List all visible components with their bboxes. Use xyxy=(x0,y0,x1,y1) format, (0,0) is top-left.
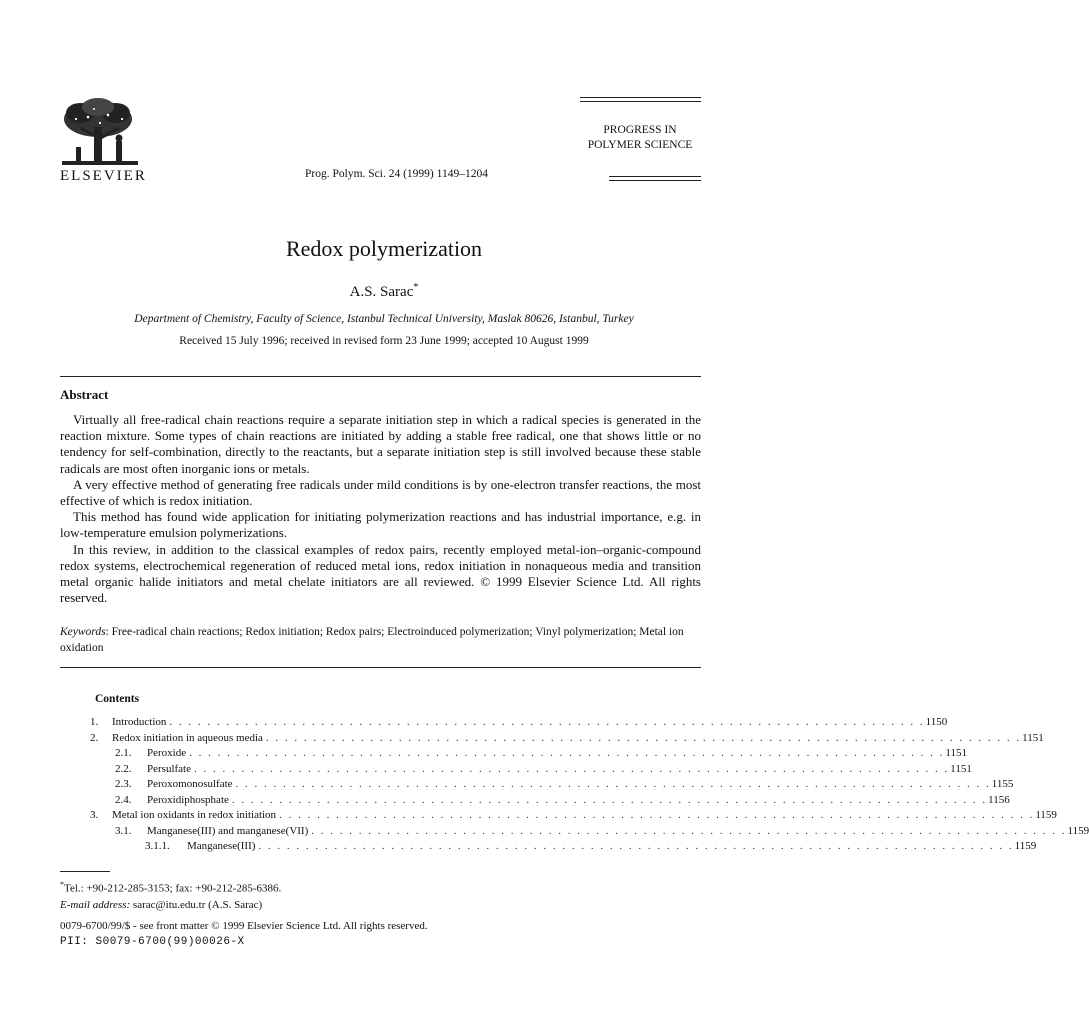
pii: PII: S0079-6700(99)00026-X xyxy=(60,936,245,948)
toc-leader-dots: . . . . . . . . . . . . . . . . . . . . . . . . . . . . . . . . . . . . . . . . . . . . . . . . . . . . . . . . . . . . . . . . . . . . . . . . . . . . . . . . xyxy=(193,762,950,775)
elsevier-tree-logo xyxy=(58,97,142,169)
toc-entry-title: Peroxomonosulfate xyxy=(147,778,233,790)
journal-rule-top-1 xyxy=(580,97,701,98)
toc-entry-page: 1156 xyxy=(988,793,1010,806)
toc-entry[interactable] xyxy=(90,824,1089,840)
toc-leader-dots: . . . . . . . . . . . . . . . . . . . . . . . . . . . . . . . . . . . . . . . . . . . . . . . . . . . . . . . . . . . . . . . . . . . . . . . . . . . . . . . . xyxy=(235,778,991,790)
abstract-paragraph: Virtually all free-radical chain reactions require a separate initiation step in which a radical species is generated in the reaction mixture. Some types of chain reactions are initiated by adding a stable free radical, one that shows little or no tendency for self-combination, directly to the reactants, but a separate initiation step is still involved because these stable radicals are most often inorganic ions or metals. xyxy=(60,412,701,476)
table-of-contents xyxy=(90,715,1089,855)
toc-entry-page: 1151 xyxy=(950,762,972,775)
affiliation: Department of Chemistry, Faculty of Science, Istanbul Technical University, Maslak 80626, Istanbul, Turkey xyxy=(134,313,634,325)
abstract-heading: Abstract xyxy=(60,387,109,402)
toc-entry[interactable] xyxy=(90,793,1010,809)
journal-rule-bottom-1 xyxy=(609,176,701,177)
toc-entry-page: 1150 xyxy=(925,716,948,728)
abstract-bottom-rule xyxy=(60,667,701,668)
toc-leader-dots: . . . . . . . . . . . . . . . . . . . . . . . . . . . . . . . . . . . . . . . . . . . . . . . . . . . . . . . . . . . . . . . . . . . . . . . . . . . . . . . . xyxy=(265,731,1022,744)
footnote-email-label: E-mail address: xyxy=(60,898,131,911)
toc-leader-dots: . . . . . . . . . . . . . . . . . . . . . . . . . . . . . . . . . . . . . . . . . . . . . . . . . . . . . . . . . . . . . . . . . . . . . . . . . . . . . . . . xyxy=(231,793,988,806)
toc-entry-title: Manganese(III) and manganese(VII) xyxy=(147,824,309,837)
toc-entry[interactable] xyxy=(90,777,1014,793)
journal-name-line1: PROGRESS IN xyxy=(603,124,677,136)
article-title: Redox polymerization xyxy=(285,236,483,261)
toc-entry-page: 1159 xyxy=(1067,824,1089,837)
toc-entry[interactable] xyxy=(90,746,967,762)
toc-entry[interactable] xyxy=(90,731,1044,747)
keywords-label: Keywords xyxy=(60,626,106,638)
footnote-rule xyxy=(60,871,110,872)
toc-entry-number: 3.1. xyxy=(115,824,132,837)
author-name: A.S. Sarac xyxy=(349,284,414,300)
footnote xyxy=(60,877,281,913)
author-line xyxy=(0,282,768,301)
toc-entry-title: Introduction xyxy=(112,716,167,728)
toc-entry-number: 2.4. xyxy=(115,793,132,806)
toc-leader-dots: . . . . . . . . . . . . . . . . . . . . . . . . . . . . . . . . . . . . . . . . . . . . . . . . . . . . . . . . . . . . . . . . . . . . . . . . . . . . . . . . xyxy=(169,716,925,728)
toc-entry-number: 1. xyxy=(90,716,99,728)
toc-entry-number: 3. xyxy=(90,809,99,821)
toc-entry-page: 1151 xyxy=(945,747,967,759)
journal-name xyxy=(580,123,700,153)
toc-entry-number: 2.1. xyxy=(115,747,132,759)
toc-entry-page: 1155 xyxy=(991,778,1014,790)
abstract-top-rule xyxy=(60,376,701,377)
footnote-tel: Tel.: +90-212-285-3153; fax: +90-212-285-6386. xyxy=(64,882,282,895)
toc-entry-title: Persulfate xyxy=(147,762,191,775)
toc-entry-number: 2.2. xyxy=(115,762,132,775)
footnote-email[interactable]: sarac@itu.edu.tr (A.S. Sarac) xyxy=(130,898,263,911)
toc-entry[interactable] xyxy=(90,715,948,731)
journal-rule-bottom-2 xyxy=(609,180,701,181)
toc-entry-page: 1159 xyxy=(1035,809,1057,821)
journal-rule-top-2 xyxy=(580,101,701,102)
toc-entry-number: 2.3. xyxy=(115,778,132,790)
toc-entry-page: 1159 xyxy=(1014,840,1037,852)
toc-leader-dots: . . . . . . . . . . . . . . . . . . . . . . . . . . . . . . . . . . . . . . . . . . . . . . . . . . . . . . . . . . . . . . . . . . . . . . . . . . . . . . . . xyxy=(258,840,1014,852)
toc-entry-title: Manganese(III) xyxy=(187,840,256,852)
abstract-paragraph: This method has found wide application for initiating polymerization reactions and has industrial importance, e.g. in low-temperature emulsion polymerizations. xyxy=(60,509,701,541)
keywords-text: : Free-radical chain reactions; Redox initiation; Redox pairs; Electroinduced polymerization; Vinyl polymerization; Metal ion oxidation xyxy=(60,626,684,654)
contents-heading: Contents xyxy=(95,693,140,705)
toc-entry-number: 2. xyxy=(90,731,99,744)
toc-entry-title: Peroxidiphosphate xyxy=(147,793,229,806)
toc-entry-number: 3.1.1. xyxy=(145,840,170,852)
toc-entry[interactable] xyxy=(90,762,972,778)
footnote-mark: * xyxy=(60,880,64,889)
received-dates: Received 15 July 1996; received in revised form 23 June 1999; accepted 10 August 1999 xyxy=(179,335,589,347)
abstract-body xyxy=(60,412,701,606)
keywords xyxy=(60,624,701,656)
toc-entry-page: 1151 xyxy=(1022,731,1044,744)
publisher-name: ELSEVIER xyxy=(60,168,147,184)
toc-entry-title: Peroxide xyxy=(147,747,187,759)
front-matter xyxy=(60,918,428,950)
author-footnote-mark[interactable]: * xyxy=(413,282,419,293)
footnote-email-line xyxy=(60,897,281,913)
abstract-paragraph: A very effective method of generating free radicals under mild conditions is by one-electron transfer reactions, the most effective of which is redox initiation. xyxy=(60,476,701,509)
front-matter-line: 0079-6700/99/$ - see front matter © 1999 Elsevier Science Ltd. All rights reserved. xyxy=(60,920,428,932)
journal-citation: Prog. Polym. Sci. 24 (1999) 1149–1204 xyxy=(305,168,488,180)
toc-entry-title: Redox initiation in aqueous media xyxy=(112,731,263,744)
footnote-contact xyxy=(60,877,281,897)
toc-leader-dots: . . . . . . . . . . . . . . . . . . . . . . . . . . . . . . . . . . . . . . . . . . . . . . . . . . . . . . . . . . . . . . . . . . . . . . . . . . . . . . . . xyxy=(279,809,1035,821)
toc-entry-title: Metal ion oxidants in redox initiation xyxy=(112,809,277,821)
toc-entry[interactable] xyxy=(90,839,1037,855)
toc-leader-dots: . . . . . . . . . . . . . . . . . . . . . . . . . . . . . . . . . . . . . . . . . . . . . . . . . . . . . . . . . . . . . . . . . . . . . . . . . . . . . . . . xyxy=(311,824,1067,837)
toc-entry[interactable] xyxy=(90,808,1057,824)
journal-name-line2: POLYMER SCIENCE xyxy=(587,139,693,151)
toc-leader-dots: . . . . . . . . . . . . . . . . . . . . . . . . . . . . . . . . . . . . . . . . . . . . . . . . . . . . . . . . . . . . . . . . . . . . . . . . . . . . . . . . xyxy=(189,747,945,759)
abstract-paragraph: In this review, in addition to the classical examples of redox pairs, recently employed metal-ion–organic-compound redox systems, electrochemical regeneration of reduced metal ions, redox initiation in nonaqueous media and transition metal organic halide initiators and metal chelate initiators are all reviewed. © 1999 Elsevier Science Ltd. All rights reserved. xyxy=(60,541,701,606)
